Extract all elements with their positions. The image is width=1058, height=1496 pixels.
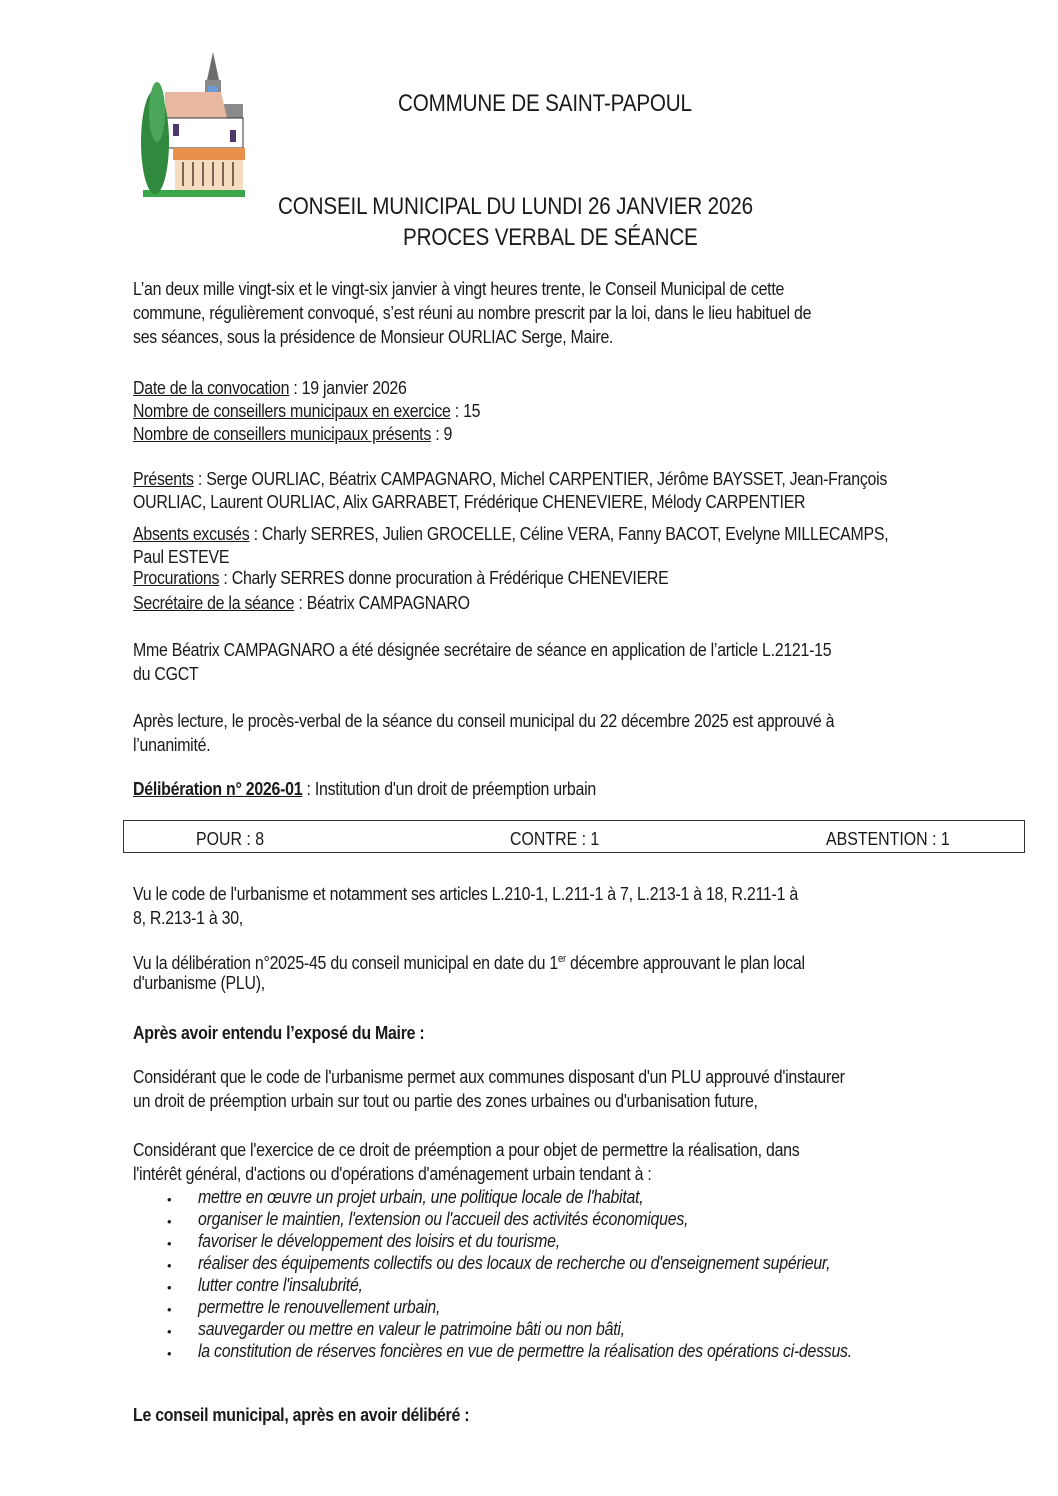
intro-line: commune, régulièrement convoqué, s’est réuni au nombre prescrit par la loi, dans le lieu habituel de [133,302,812,323]
considerant-line: Considérant que le code de l'urbanisme permet aux communes disposant d'un PLU approuvé d'instaurer [133,1066,845,1087]
deliberation-number: Délibération n° 2026-01 [133,778,303,799]
exercice-value: : 15 [450,400,481,421]
deliberation-subject: : Institution d'un droit de préemption urbain [302,778,596,799]
objective-item: organiser le maintien, l'extension ou l'accueil des activités économiques, [198,1208,689,1229]
conseillers-presents [133,423,452,445]
bullet-icon: • [167,1280,172,1295]
objective-item: sauvegarder ou mettre en valeur le patrimoine bâti ou non bâti, [198,1318,625,1339]
considerant-line: un droit de préemption urbain sur tout ou partie des zones urbaines ou d'urbanisation future, [133,1090,758,1111]
designation-line: Mme Béatrix CAMPAGNARO a été désignée secrétaire de séance en application de l’article L.2121-15 [133,639,832,660]
vote-pour: POUR : 8 [196,828,265,849]
vu-deliberation-line: d'urbanisme (PLU), [133,972,265,993]
commune-name: COMMUNE DE SAINT-PAPOUL [398,90,692,117]
expose-heading: Après avoir entendu l’exposé du Maire : [133,1022,425,1043]
secretaire-value: : Béatrix CAMPAGNARO [294,592,470,613]
approval-line: l’unanimité. [133,734,211,755]
convocation-label: Date de la convocation [133,377,290,398]
absents-names-cont: Paul ESTEVE [133,546,230,567]
objective-item: la constitution de réserves foncières en vue de permettre la réalisation des opérations ci-dessus. [198,1340,852,1361]
objective-item: mettre en œuvre un projet urbain, une politique locale de l'habitat, [198,1186,644,1207]
intro-line: ses séances, sous la présidence de Monsieur OURLIAC Serge, Maire. [133,326,614,347]
exercice-label: Nombre de conseillers municipaux en exercice [133,400,451,421]
vote-abstention: ABSTENTION : 1 [826,828,950,849]
page-title: CONSEIL MUNICIPAL DU LUNDI 26 JANVIER 2026 [278,193,753,220]
objective-item: lutter contre l'insalubrité, [198,1274,363,1295]
vu-deliberation-text: Vu la délibération n°2025-45 du conseil municipal en date du 1 [133,952,558,974]
conclusion-heading: Le conseil municipal, après en avoir délibéré : [133,1404,470,1425]
church-village-logo-icon [135,52,245,197]
objective-item: favoriser le développement des loisirs et du tourisme, [198,1230,560,1251]
objective-item: permettre le renouvellement urbain, [198,1296,441,1317]
approval-line: Après lecture, le procès-verbal de la séance du conseil municipal du 22 décembre 2025 est approuvé à [133,710,835,731]
vu-code-line: Vu le code de l'urbanisme et notamment ses articles L.210-1, L.211-1 à 7, L.213-1 à 18, R.211-1 à [133,883,798,904]
presents-label: Présents [133,468,194,489]
vu-deliberation-line [133,948,805,974]
bullet-icon: • [167,1302,172,1317]
bullet-icon: • [167,1258,172,1273]
procurations-value: : Charly SERRES donne procuration à Frédérique CHENEVIERE [219,567,669,588]
vu-deliberation-text-cont: décembre approuvant le plan local [565,952,805,974]
bullet-icon: • [167,1214,172,1229]
presents-names: : Serge OURLIAC, Béatrix CAMPAGNARO, Michel CARPENTIER, Jérôme BAYSSET, Jean-François [193,468,888,489]
objective-item: réaliser des équipements collectifs ou des locaux de recherche ou d'enseignement supérieur, [198,1252,831,1273]
convocation-value: : 19 janvier 2026 [289,377,407,398]
designation-line: du CGCT [133,663,199,684]
presents-names-cont: OURLIAC, Laurent OURLIAC, Alix GARRABET, Frédérique CHENEVIERE, Mélody CARPENTIER [133,491,806,512]
bullet-icon: • [167,1324,172,1339]
considerant-line: Considérant que l'exercice de ce droit de préemption a pour objet de permettre la réalisation, dans [133,1139,800,1160]
intro-line: L’an deux mille vingt-six et le vingt-six janvier à vingt heures trente, le Conseil Municipal de cette [133,278,785,299]
presents-count-label: Nombre de conseillers municipaux présents [133,423,432,444]
secretaire [133,592,470,614]
vote-contre: CONTRE : 1 [510,828,600,849]
procurations-label: Procurations [133,567,220,588]
absents-label: Absents excusés [133,523,250,544]
considerant-line: l'intérêt général, d'actions ou d'opérations d'aménagement urbain tendant à : [133,1163,652,1184]
absents-list [133,523,888,545]
ordinal-suffix: er [557,953,566,965]
bullet-icon: • [167,1192,172,1207]
absents-names: : Charly SERRES, Julien GROCELLE, Céline VERA, Fanny BACOT, Evelyne MILLECAMPS, [249,523,889,544]
convocation-date [133,377,407,399]
bullet-icon: • [167,1236,172,1251]
bullet-icon: • [167,1346,172,1361]
procurations [133,567,669,589]
presents-list [133,468,887,490]
vu-code-line: 8, R.213-1 à 30, [133,907,243,928]
deliberation-heading [133,778,596,800]
secretaire-label: Secrétaire de la séance [133,592,295,613]
conseillers-exercice [133,400,480,422]
presents-count-value: : 9 [431,423,453,444]
page-subtitle: PROCES VERBAL DE SÉANCE [403,224,698,251]
